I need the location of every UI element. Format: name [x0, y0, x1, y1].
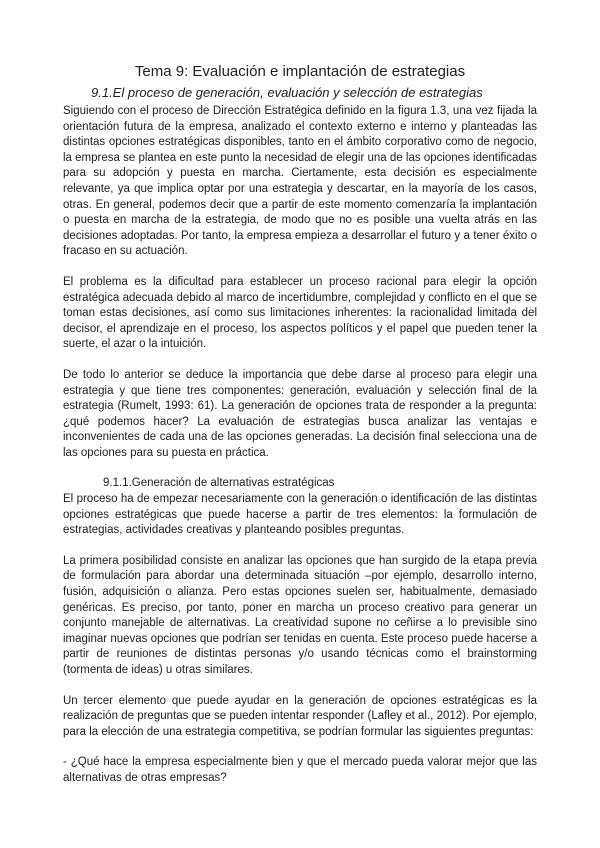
paragraph: El proceso ha de empezar necesariamente con la generación o identificación de las distintas opciones estratégicas que puede hacerse a partir de tres elementos: la formulación de estrategias, actividades creativas y planteando posibles preguntas. — [63, 493, 537, 537]
page-title: Tema 9: Evaluación e implantación de estrategias — [134, 63, 466, 80]
subsection-heading: 9.1.1.Generación de alternativas estratégicas — [103, 477, 335, 490]
paragraph: El problema es la dificultad para establecer un proceso racional para elegir la opción estratégica adecuada debido al marco de incertidumbre, complejidad y conflicto en el que se toman estas decisiones, así como sus limitaciones inherentes: la racionalidad limitada del decisor, el aprendizaje en el proceso, los aspectos políticos y el papel que pueden tener la suerte, el azar o la intuición. — [63, 275, 537, 351]
paragraph: Un tercer elemento que puede ayudar en la generación de opciones estratégicas es la realización de preguntas que se pueden intentar responder (Lafley et al., 2012). Por ejemplo, para la elección de una estrategia competitiva, se podrían formular las siguientes preguntas: — [63, 694, 537, 738]
paragraph: La primera posibilidad consiste en analizar las opciones que han surgido de la etapa previa de formulación para abordar una determinada situación –por ejemplo, desarrollo interno, fusión, adquisición o alianza. Pero estas opciones suelen ser, habitualmente, demasiado genéricas. Es preciso, por tanto, poner en marcha un proceso creativo para generar un conjunto manejable de alternativas. La creatividad supone no ceñirse a lo previsible sino imaginar nuevas opciones que podrían ser tenidas en cuenta. Este proceso puede hacerse a partir de reuniones de distintas personas y/o usando técnicas como el brainstorming (tormenta de ideas) u otras similares. — [63, 554, 537, 676]
paragraph: Siguiendo con el proceso de Dirección Estratégica definido en la figura 1.3, una vez fijada la orientación futura de la empresa, analizado el contexto externo e interno y planteadas las distintas opciones estratégicas disponibles, tanto en el ámbito corporativo como de negocio, la empresa se plantea en este punto la necesidad de elegir una de las opciones identificadas para su adopción y puesta en marcha. Ciertamente, esta decisión es especialmente relevante, ya que implica optar por una estrategia y descartar, en la mayoría de los casos, otras. En general, podemos decir que a partir de este momento comenzaría la implantación o puesta en marcha de la estrategia, de modo que no es posible una vuelta atrás en las decisiones adoptadas. Por tanto, la empresa empieza a desarrollar el futuro y a tener éxito o fracaso en su actuación. — [63, 105, 537, 258]
paragraph: De todo lo anterior se deduce la importancia que debe darse al proceso para elegir una estrategia y que tiene tres componentes: generación, evaluación y selección final de la estrategia (Rumelt, 1993: 61). La generación de opciones trata de responder a la pregunta: ¿qué podemos hacer? La evaluación de estrategias busca analizar las ventajas e inconvenientes de cada una de las opciones generadas. La decisión final selecciona una de las opciones para su puesta en práctica. — [63, 368, 537, 459]
bullet-question: - ¿Qué hace la empresa especialmente bien y que el mercado pueda valorar mejor que las alternativas de otras empresas? — [63, 756, 537, 784]
section-subtitle: 9.1.El proceso de generación, evaluación y selección de estrategias — [91, 85, 483, 100]
